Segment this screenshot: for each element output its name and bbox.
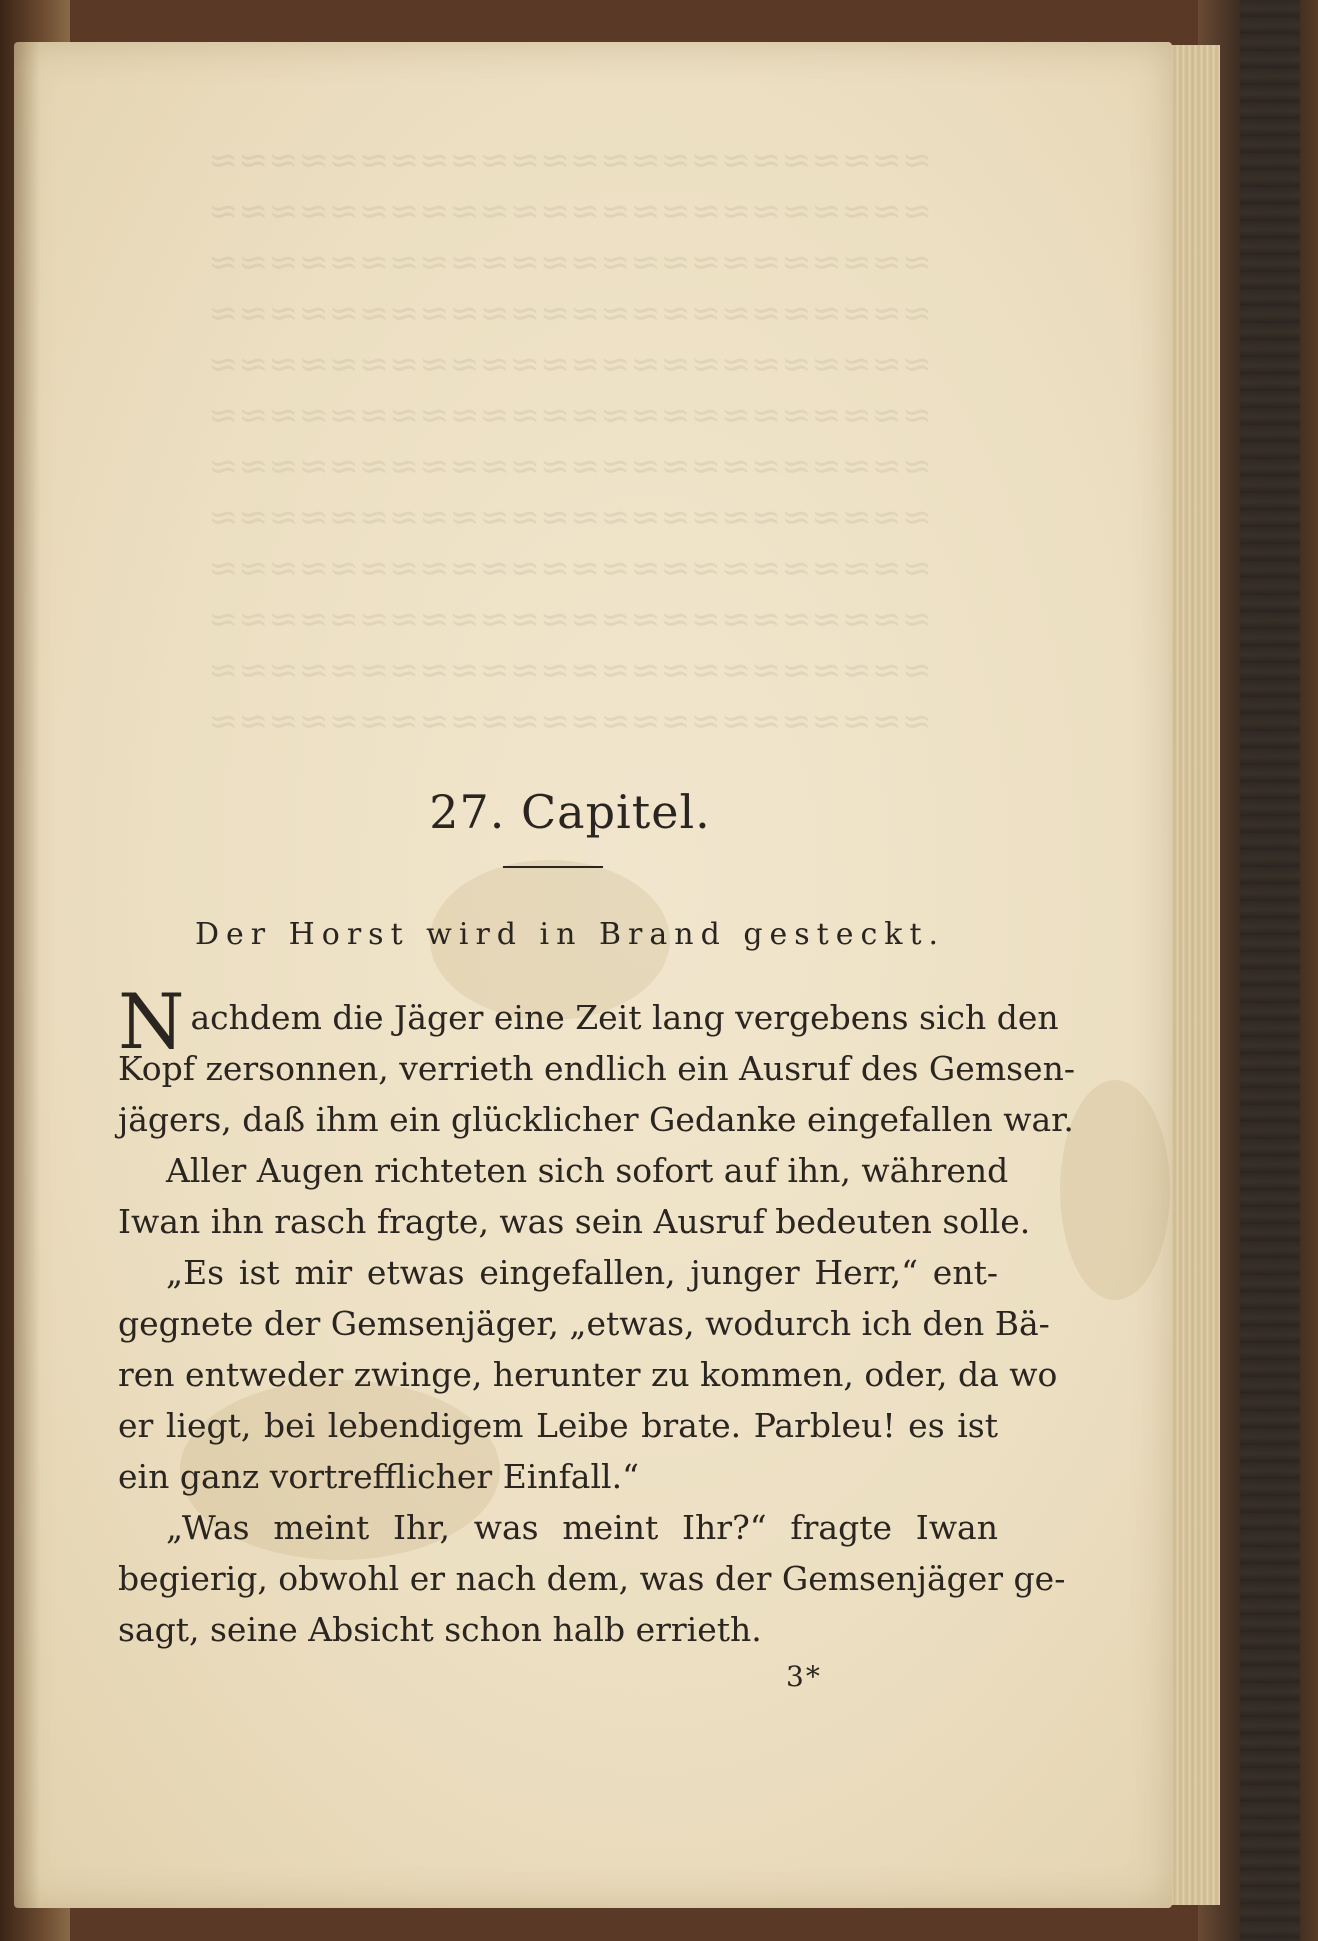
cover-marbling [1240,0,1300,1941]
page-gutter-shadow [14,42,40,1908]
text-line: jägers, daß ihm ein glücklicher Gedanke eingefallen war. [118,1100,1074,1139]
text-line: gegnete der Gemsenjäger, „etwas, wodurch ich den Bä- [118,1304,1050,1343]
text-line: ren entweder zwinge, herunter zu kommen, oder, da wo [118,1355,1058,1394]
text-line: er liegt, bei lebendigem Leibe brate. Parbleu! es ist [118,1406,998,1445]
text-line: sagt, seine Absicht schon halb errieth. [118,1610,762,1649]
chapter-title: 27. Capitel. [429,785,711,839]
drop-cap: N [118,977,185,1066]
chapter-subtitle: Der Horst wird in Brand gesteckt. [194,917,946,952]
text-line: ein ganz vortrefflicher Einfall.“ [118,1457,639,1496]
text-line: achdem die Jäger eine Zeit lang vergebens sich den [190,998,1059,1037]
text-line: Aller Augen richteten sich sofort auf ihn, während [166,1151,1009,1190]
paper-stain [1060,1080,1170,1300]
title-divider [503,866,603,868]
body-text [118,977,1075,1655]
text-line: „Was meint Ihr, was meint Ihr?“ fragte Iwan [166,1508,998,1547]
show-through-text: ≈≈≈≈≈≈≈≈≈≈≈≈≈≈≈≈≈≈≈≈≈≈≈≈ ≈≈≈≈≈≈≈≈≈≈≈≈≈≈≈≈≈≈≈≈≈≈≈≈ ≈≈≈≈≈≈≈≈≈≈≈≈≈≈≈≈≈≈≈≈≈≈≈≈ ≈≈≈≈≈≈≈≈≈≈≈≈≈≈≈≈≈≈≈≈≈≈≈≈ ≈≈≈≈≈≈≈≈≈≈≈≈≈≈≈≈≈≈≈≈≈≈≈≈ ≈≈≈≈≈≈≈≈≈≈≈≈≈≈≈≈≈≈≈≈≈≈≈≈ ≈≈≈≈≈≈≈≈≈≈≈≈≈≈≈≈≈≈≈≈≈≈≈≈ ≈≈≈≈≈≈≈≈≈≈≈≈≈≈≈≈≈≈≈≈≈≈≈≈ ≈≈≈≈≈≈≈≈≈≈≈≈≈≈≈≈≈≈≈≈≈≈≈≈ ≈≈≈≈≈≈≈≈≈≈≈≈≈≈≈≈≈≈≈≈≈≈≈≈ ≈≈≈≈≈≈≈≈≈≈≈≈≈≈≈≈≈≈≈≈≈≈≈≈ ≈≈≈≈≈≈≈≈≈≈≈≈≈≈≈≈≈≈≈≈≈≈≈≈ [208,140,932,742]
text-line: „Es ist mir etwas eingefallen, junger Herr,“ ent- [166,1253,998,1292]
text-line: begierig, obwohl er nach dem, was der Gemsenjäger ge- [118,1559,1066,1598]
sheet-signature: 3* [786,1660,822,1693]
text-line: Kopf zersonnen, verrieth endlich ein Ausruf des Gemsen- [118,1049,1075,1088]
text-line: Iwan ihn rasch fragte, was sein Ausruf bedeuten solle. [118,1202,1031,1241]
